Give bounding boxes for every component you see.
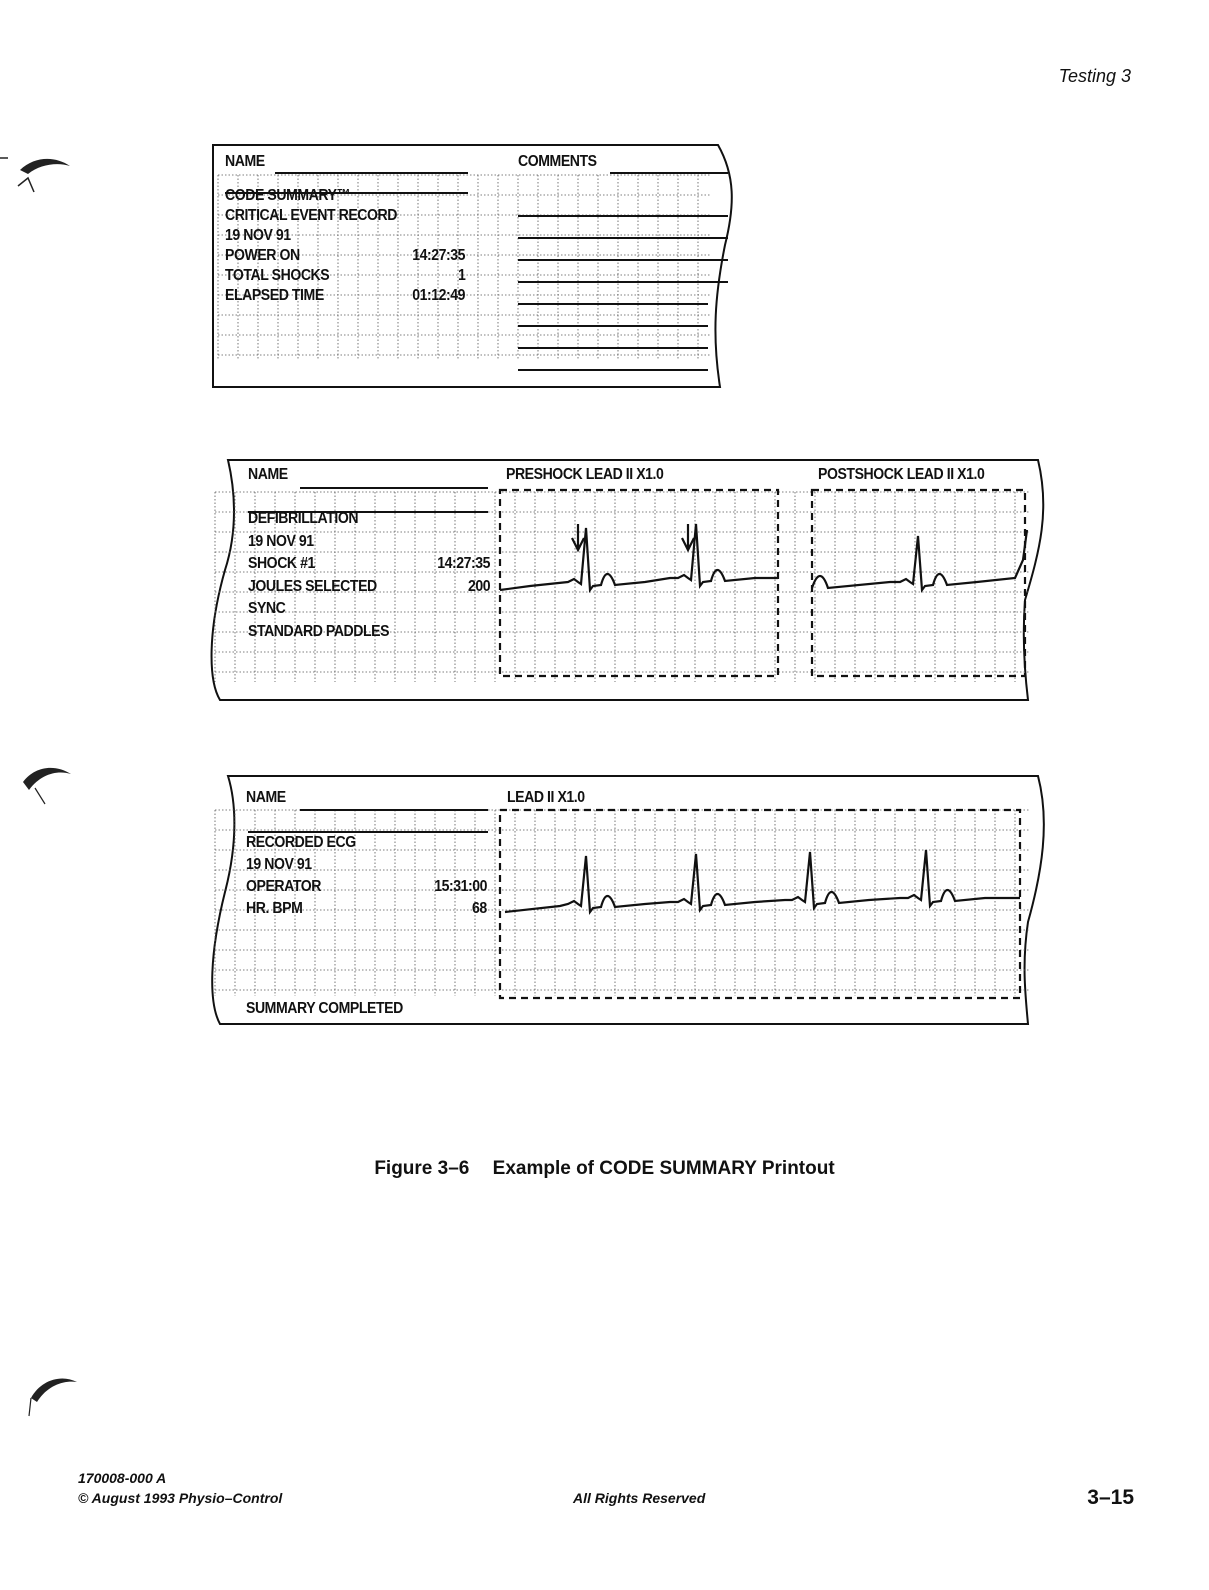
summary-row-label: 19 NOV 91	[248, 532, 314, 550]
strip-3-grid	[200, 772, 1050, 1032]
summary-completed-label: SUMMARY COMPLETED	[246, 1000, 403, 1017]
page-number: 3–15	[1087, 1486, 1134, 1509]
binding-mark-2	[15, 760, 75, 810]
summary-row-value: 200	[467, 577, 490, 595]
summary-row-label: 19 NOV 91	[246, 856, 312, 873]
summary-row-label: 19 NOV 91	[225, 227, 291, 244]
recorded-ecg-strip	[200, 772, 1050, 1032]
sync-marker-icon	[572, 524, 694, 550]
summary-row-label: SYNC	[248, 600, 286, 617]
summary-row-value: 01:12:49	[412, 287, 465, 304]
binding-mark-1	[0, 148, 80, 208]
recorded-ecg-trace	[505, 850, 1020, 912]
summary-row-label: POWER ON	[225, 247, 300, 264]
figure-title: Example of CODE SUMMARY Printout	[492, 1158, 835, 1179]
name-label: NAME	[225, 153, 265, 170]
summary-row-label: HR. BPM	[246, 900, 303, 917]
paper-outline	[213, 145, 732, 387]
binding-mark-3	[25, 1370, 85, 1420]
summary-row-value: 14:27:35	[437, 555, 490, 572]
rights-reserved: All Rights Reserved	[573, 1490, 706, 1506]
waveform-frame	[812, 490, 1025, 676]
lead-label: LEAD II X1.0	[507, 789, 585, 806]
preshock-ecg-trace	[500, 524, 778, 590]
summary-row-label: STANDARD PADDLES	[248, 622, 390, 640]
summary-row-label: OPERATOR	[246, 878, 321, 895]
running-header: Testing 3	[1058, 66, 1131, 86]
figure-caption	[0, 1158, 1209, 1180]
summary-row-label: CRITICAL EVENT RECORD	[225, 207, 397, 224]
name-label: NAME	[246, 789, 286, 806]
doc-number: 170008-000 A	[78, 1470, 167, 1486]
summary-row-label: CODE SUMMARY™	[225, 187, 351, 204]
summary-row-label: DEFIBRILLATION	[248, 510, 359, 527]
summary-row-label: JOULES SELECTED	[248, 577, 377, 595]
summary-row-label: RECORDED ECG	[246, 834, 356, 851]
preshock-lead-label: PRESHOCK LEAD II X1.0	[506, 466, 664, 483]
defibrillation-strip	[200, 450, 1050, 710]
figure-number: Figure 3–6	[374, 1158, 470, 1179]
summary-row-value: 68	[472, 900, 487, 917]
summary-row-label: TOTAL SHOCKS	[225, 267, 330, 284]
summary-row-value: 14:27:35	[412, 247, 465, 264]
summary-row-value: 1	[457, 267, 465, 284]
name-label: NAME	[248, 466, 288, 483]
summary-row-value: 15:31:00	[434, 878, 487, 895]
summary-row-label: ELAPSED TIME	[225, 287, 324, 304]
copyright: © August 1993 Physio–Control	[78, 1490, 283, 1506]
comments-label: COMMENTS	[518, 153, 597, 170]
summary-row-label: SHOCK #1	[248, 555, 315, 572]
strip-1-grid	[200, 135, 750, 395]
code-summary-strip	[200, 135, 750, 395]
postshock-lead-label: POSTSHOCK LEAD II X1.0	[818, 466, 985, 483]
